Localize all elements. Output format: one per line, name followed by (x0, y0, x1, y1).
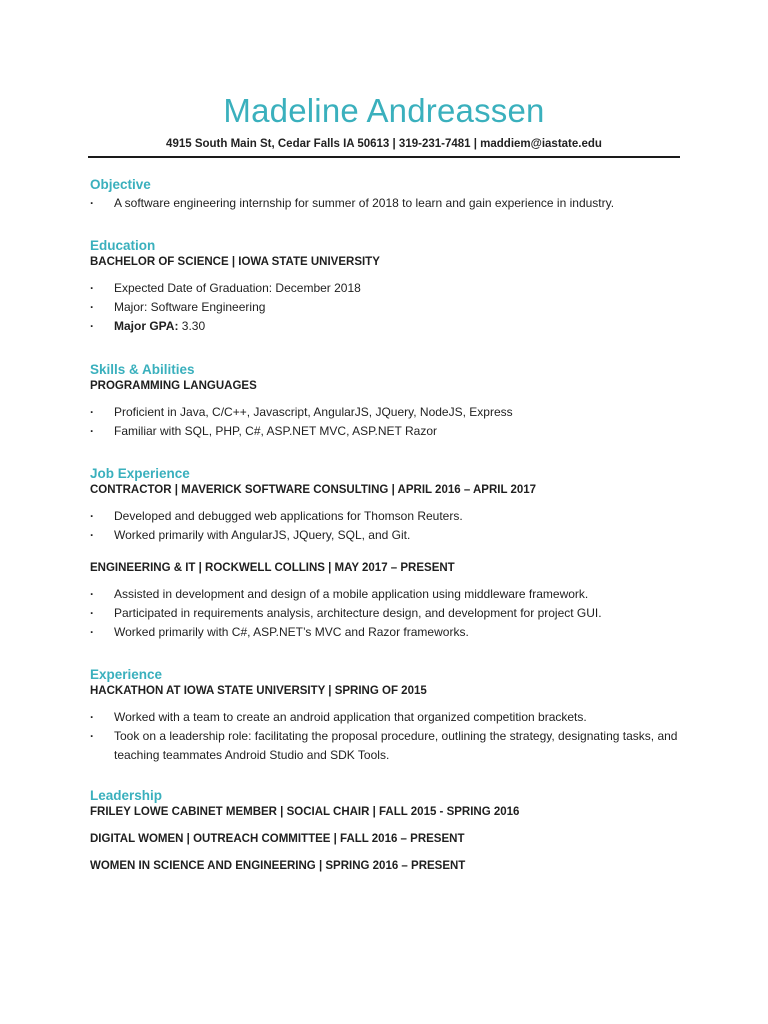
gpa-label: Major GPA: (114, 319, 179, 333)
resume-content (90, 170, 680, 872)
section-experience (90, 667, 680, 765)
experience-list (90, 708, 680, 765)
section-objective (90, 177, 680, 213)
job-item: · Worked primarily with C#, ASP.NET’s MVC and Razor frameworks. (90, 623, 680, 642)
job-list (90, 507, 680, 545)
objective-list (90, 194, 680, 213)
skills-item: · Proficient in Java, C/C++, Javascript, AngularJS, JQuery, NodeJS, Express (90, 403, 680, 422)
education-list (90, 279, 680, 336)
section-skills (90, 362, 680, 441)
objective-item: · A software engineering internship for summer of 2018 to learn and gain experience in industry. (90, 194, 680, 213)
section-title-leadership: Leadership (90, 788, 163, 803)
section-title-experience: Experience (90, 667, 163, 682)
section-title-education: Education (90, 238, 156, 253)
leadership-entry: FRILEY LOWE CABINET MEMBER | SOCIAL CHAIR | FALL 2015 - SPRING 2016 (90, 806, 520, 818)
job-item: · Participated in requirements analysis, architecture design, and development for project GUI. (90, 604, 680, 623)
section-job-experience (90, 466, 680, 642)
resume-name: Madeline Andreassen (223, 92, 545, 129)
job-heading: CONTRACTOR | MAVERICK SOFTWARE CONSULTING | APRIL 2016 – APRIL 2017 (90, 484, 537, 496)
job-item: · Worked primarily with AngularJS, JQuery, SQL, and Git. (90, 526, 680, 545)
job-item: · Developed and debugged web applications for Thomson Reuters. (90, 507, 680, 526)
gpa-value: 3.30 (178, 319, 206, 333)
skills-list (90, 403, 680, 441)
education-item-gpa (90, 317, 680, 336)
education-item: · Major: Software Engineering (90, 298, 680, 317)
experience-item: · Worked with a team to create an android application that organized competition brackets. (90, 708, 680, 727)
section-title-job-experience: Job Experience (90, 466, 190, 481)
skills-item: · Familiar with SQL, PHP, C#, ASP.NET MVC, ASP.NET Razor (90, 422, 680, 441)
section-title-objective: Objective (90, 177, 151, 192)
experience-item: · Took on a leadership role: facilitating the proposal procedure, outlining the strategy, designating tasks, and teaching teammates Android Studio and SDK Tools. (90, 727, 680, 765)
job-list (90, 585, 680, 642)
education-degree: BACHELOR OF SCIENCE | IOWA STATE UNIVERSITY (90, 256, 380, 268)
leadership-entry: WOMEN IN SCIENCE AND ENGINEERING | SPRING 2016 – PRESENT (90, 860, 466, 872)
education-item: · Expected Date of Graduation: December 2018 (90, 279, 680, 298)
experience-heading: HACKATHON AT IOWA STATE UNIVERSITY | SPRING OF 2015 (90, 685, 427, 697)
header-divider (88, 156, 680, 158)
leadership-entry: DIGITAL WOMEN | OUTREACH COMMITTEE | FALL 2016 – PRESENT (90, 833, 465, 845)
job-item: · Assisted in development and design of a mobile application using middleware framework. (90, 585, 680, 604)
section-education (90, 238, 680, 336)
section-leadership (90, 788, 680, 872)
skills-subtitle: PROGRAMMING LANGUAGES (90, 380, 257, 392)
section-title-skills: Skills & Abilities (90, 362, 195, 377)
contact-line: 4915 South Main St, Cedar Falls IA 50613 | 319-231-7481 | maddiem@iastate.edu (166, 138, 602, 150)
job-heading: ENGINEERING & IT | ROCKWELL COLLINS | MAY 2017 – PRESENT (90, 562, 455, 574)
